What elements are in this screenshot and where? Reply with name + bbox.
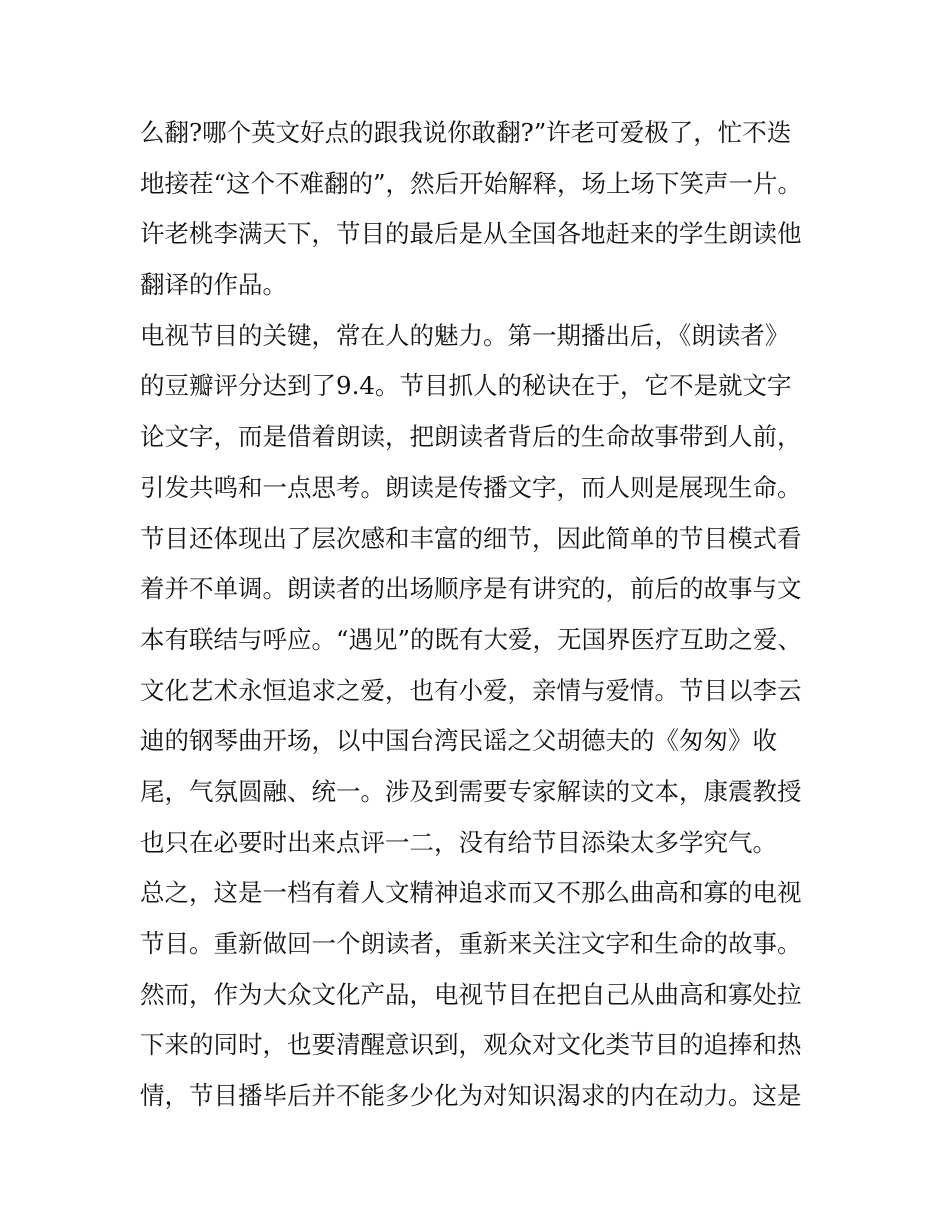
text-line: 的豆瓣评分达到了9.4。节目抓人的秘诀在于，它不是就文字 xyxy=(140,371,792,401)
text-line: 本有联结与呼应。“遇见”的既有大爱，无国界医疗互助之爱、 xyxy=(140,624,803,654)
text-line: 论文字，而是借着朗读，把朗读者背后的生命故事带到人前， xyxy=(140,422,802,452)
text-line: 迪的钢琴曲开场，以中国台湾民谣之父胡德夫的《匆匆》收 xyxy=(140,726,777,756)
text-line: 电视节目的关键，常在人的魅力。第一期播出后，《朗读者》 xyxy=(140,320,790,350)
text-line: 翻译的作品。 xyxy=(140,270,287,300)
text-line: 总之，这是一档有着人文精神追求而又不那么曲高和寡的电视 xyxy=(140,878,802,908)
text-line: 着并不单调。朗读者的出场顺序是有讲究的，前后的故事与文 xyxy=(140,574,802,604)
text-line: 么翻?哪个英文好点的跟我说你敢翻?”许老可爱极了，忙不迭 xyxy=(140,118,792,147)
text-line: 然而，作为大众文化产品，电视节目在把自己从曲高和寡处拉 xyxy=(140,979,802,1009)
text-line: 情，节目播毕后并不能多少化为对知识渴求的内在动力。这是 xyxy=(140,1081,802,1111)
text-line: 节目。重新做回一个朗读者，重新来关注文字和生命的故事。 xyxy=(140,929,802,958)
text-line: 文化艺术永恒追求之爱，也有小爱，亲情与爱情。节目以李云 xyxy=(140,675,802,705)
text-line: 也只在必要时出来点评一二，没有给节目添染太多学究气。 xyxy=(140,827,777,857)
text-line: 许老桃李满天下，节目的最后是从全国各地赶来的学生朗读他 xyxy=(140,219,802,249)
text-line: 节目还体现出了层次感和丰富的细节，因此简单的节目模式看 xyxy=(140,523,802,553)
text-line: 引发共鸣和一点思考。朗读是传播文字，而人则是展现生命。 xyxy=(140,472,802,502)
text-line: 尾，气氛圆融、统一。涉及到需要专家解读的文本，康震教授 xyxy=(140,776,802,806)
article-body xyxy=(140,108,820,1122)
text-line: 地接茬“这个不难翻的”，然后开始解释，场上场下笑声一片。 xyxy=(140,168,803,198)
text-line: 下来的同时，也要清醒意识到，观众对文化类节目的追捧和热 xyxy=(140,1030,802,1060)
